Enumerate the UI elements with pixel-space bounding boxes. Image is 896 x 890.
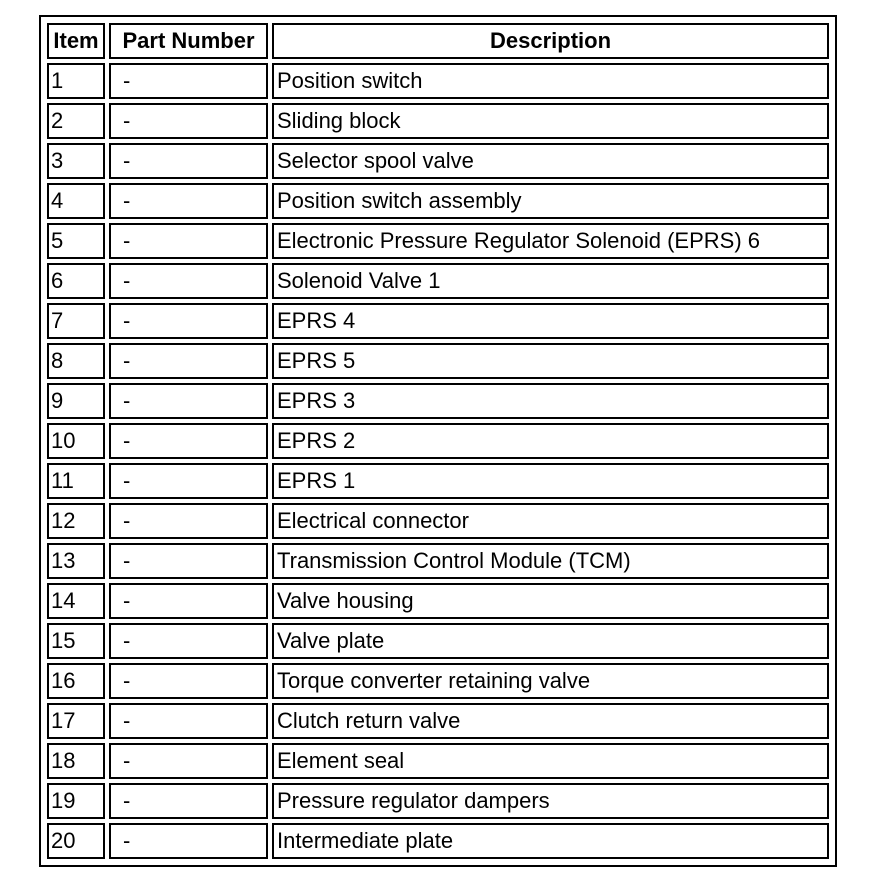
description-cell: Clutch return valve	[272, 703, 829, 739]
part-number-cell: -	[109, 343, 268, 379]
table-row	[47, 103, 829, 139]
table-row	[47, 463, 829, 499]
part-number-cell: -	[109, 423, 268, 459]
description-cell: Position switch assembly	[272, 183, 829, 219]
part-number-cell: -	[109, 623, 268, 659]
part-number-cell: -	[109, 183, 268, 219]
description-cell: Electronic Pressure Regulator Solenoid (EPRS) 6	[272, 223, 829, 259]
table-row	[47, 183, 829, 219]
part-number-cell: -	[109, 583, 268, 619]
table-row	[47, 423, 829, 459]
table-row	[47, 743, 829, 779]
table-row	[47, 543, 829, 579]
item-cell: 9	[47, 383, 105, 419]
part-number-cell: -	[109, 823, 268, 859]
description-cell: Torque converter retaining valve	[272, 663, 829, 699]
item-cell: 19	[47, 783, 105, 819]
description-cell: Selector spool valve	[272, 143, 829, 179]
item-cell: 14	[47, 583, 105, 619]
item-cell: 13	[47, 543, 105, 579]
parts-table-container	[39, 15, 837, 867]
item-cell: 20	[47, 823, 105, 859]
table-row	[47, 783, 829, 819]
item-cell: 16	[47, 663, 105, 699]
item-cell: 1	[47, 63, 105, 99]
description-cell: EPRS 4	[272, 303, 829, 339]
item-cell: 6	[47, 263, 105, 299]
description-cell: Valve plate	[272, 623, 829, 659]
table-row	[47, 583, 829, 619]
table-row	[47, 503, 829, 539]
part-number-cell: -	[109, 703, 268, 739]
header-description: Description	[272, 23, 829, 59]
part-number-cell: -	[109, 783, 268, 819]
part-number-cell: -	[109, 303, 268, 339]
part-number-cell: -	[109, 143, 268, 179]
part-number-cell: -	[109, 63, 268, 99]
description-cell: Position switch	[272, 63, 829, 99]
item-cell: 4	[47, 183, 105, 219]
description-cell: Transmission Control Module (TCM)	[272, 543, 829, 579]
item-cell: 2	[47, 103, 105, 139]
item-cell: 3	[47, 143, 105, 179]
table-row	[47, 383, 829, 419]
table-row	[47, 223, 829, 259]
table-row	[47, 823, 829, 859]
description-cell: Sliding block	[272, 103, 829, 139]
part-number-cell: -	[109, 263, 268, 299]
table-row	[47, 143, 829, 179]
part-number-cell: -	[109, 503, 268, 539]
item-cell: 12	[47, 503, 105, 539]
part-number-cell: -	[109, 383, 268, 419]
description-cell: Element seal	[272, 743, 829, 779]
table-row	[47, 703, 829, 739]
part-number-cell: -	[109, 543, 268, 579]
table-row	[47, 343, 829, 379]
parts-table	[43, 19, 833, 863]
item-cell: 7	[47, 303, 105, 339]
item-cell: 17	[47, 703, 105, 739]
description-cell: EPRS 5	[272, 343, 829, 379]
table-row	[47, 303, 829, 339]
table-row	[47, 663, 829, 699]
part-number-cell: -	[109, 103, 268, 139]
item-cell: 18	[47, 743, 105, 779]
part-number-cell: -	[109, 743, 268, 779]
item-cell: 10	[47, 423, 105, 459]
description-cell: EPRS 2	[272, 423, 829, 459]
part-number-cell: -	[109, 663, 268, 699]
table-body	[47, 63, 829, 859]
table-row	[47, 263, 829, 299]
item-cell: 8	[47, 343, 105, 379]
description-cell: Electrical connector	[272, 503, 829, 539]
description-cell: Valve housing	[272, 583, 829, 619]
description-cell: EPRS 1	[272, 463, 829, 499]
header-row	[47, 23, 829, 59]
part-number-cell: -	[109, 223, 268, 259]
item-cell: 5	[47, 223, 105, 259]
description-cell: Intermediate plate	[272, 823, 829, 859]
item-cell: 15	[47, 623, 105, 659]
table-row	[47, 623, 829, 659]
header-item: Item	[47, 23, 105, 59]
header-part-number: Part Number	[109, 23, 268, 59]
description-cell: Pressure regulator dampers	[272, 783, 829, 819]
description-cell: Solenoid Valve 1	[272, 263, 829, 299]
table-row	[47, 63, 829, 99]
description-cell: EPRS 3	[272, 383, 829, 419]
part-number-cell: -	[109, 463, 268, 499]
item-cell: 11	[47, 463, 105, 499]
